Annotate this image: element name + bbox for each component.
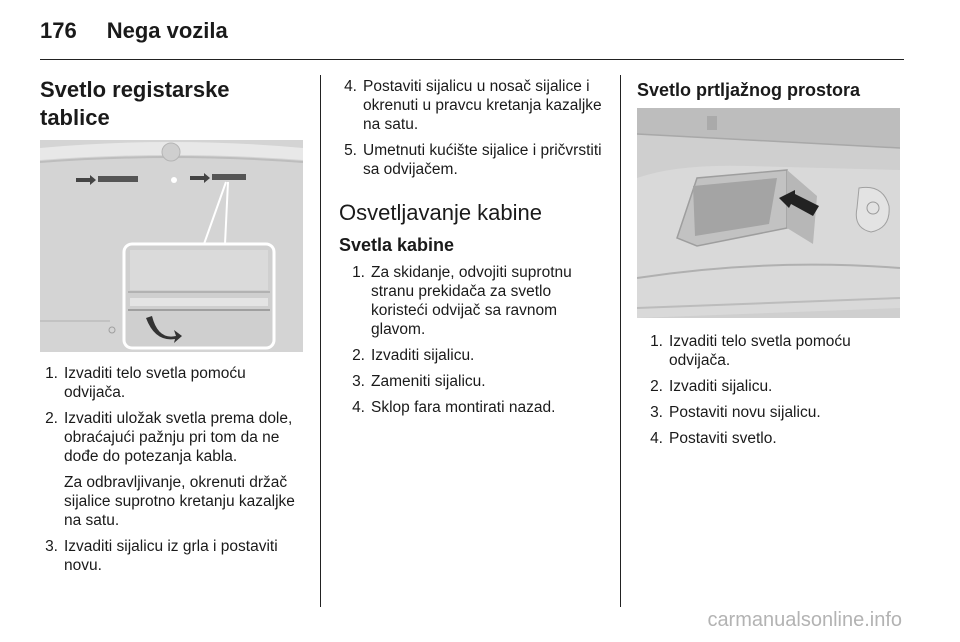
- page-number: 176: [40, 18, 77, 43]
- license-plate-light-illustration: [40, 140, 303, 352]
- step-note: Za odbravljivanje, okrenuti držač sijalice suprotno kretanju kazaljke na satu.: [64, 474, 295, 529]
- license-plate-light-drawing: [40, 140, 303, 352]
- list-item: 4. Postaviti sijalicu u nosač sijalice i okrenuti u pravcu kretanja kazaljke na satu.: [344, 78, 602, 133]
- steps-list-continued: [339, 77, 607, 179]
- column-luggage-light: [637, 76, 902, 455]
- list-item: 3. Zameniti sijalicu.: [352, 373, 486, 390]
- list-item: 3. Izvaditi sijalicu iz grla i postaviti novu.: [45, 538, 278, 574]
- steps-list: [40, 364, 305, 575]
- list-item: 2. Izvaditi uložak svetla prema dole, obraćajući pažnju pri tom da ne dođe do potezanja kabla. Za odbravljivanje, okrenuti držač sijalice suprotno kretanju kazaljke na satu.: [40, 409, 305, 530]
- list-item: 5. Umetnuti kućište sijalice i pričvrstiti sa odvijačem.: [344, 142, 602, 178]
- section-heading: Osvetljavanje kabine: [339, 200, 543, 225]
- list-item: 2. Izvaditi sijalicu.: [650, 378, 773, 395]
- header-divider: [40, 59, 904, 60]
- list-item: 1. Izvaditi telo svetla pomoću odvijača.: [45, 365, 246, 401]
- column-cabin-lighting: [339, 76, 607, 424]
- list-item: 4. Sklop fara montirati nazad.: [352, 399, 556, 416]
- page-header: [40, 18, 228, 48]
- luggage-light-illustration: [637, 108, 900, 318]
- watermark: carmanualsonline.info: [707, 609, 902, 631]
- column-divider: [320, 75, 321, 607]
- section-heading: Svetlo registarske tablice: [40, 77, 230, 130]
- list-item: 1. Izvaditi telo svetla pomoću odvijača.: [650, 333, 851, 369]
- section-heading: Svetlo prtljažnog prostora: [637, 80, 861, 100]
- column-divider: [620, 75, 621, 607]
- steps-list: [637, 332, 902, 448]
- list-item: 2. Izvaditi sijalicu.: [352, 347, 475, 364]
- section-title: Nega vozila: [106, 18, 228, 43]
- list-item: 3. Postaviti novu sijalicu.: [650, 404, 821, 421]
- list-item: 1. Za skidanje, odvojiti suprotnu stranu prekidača za svetlo koristeći odvijač sa ravnom glavom.: [352, 264, 572, 338]
- luggage-light-drawing: [637, 108, 900, 318]
- steps-list: [339, 263, 607, 417]
- list-item: 4. Postaviti svetlo.: [650, 430, 777, 447]
- subsection-heading: Svetla kabine: [339, 235, 455, 255]
- column-license-plate-light: [40, 76, 305, 582]
